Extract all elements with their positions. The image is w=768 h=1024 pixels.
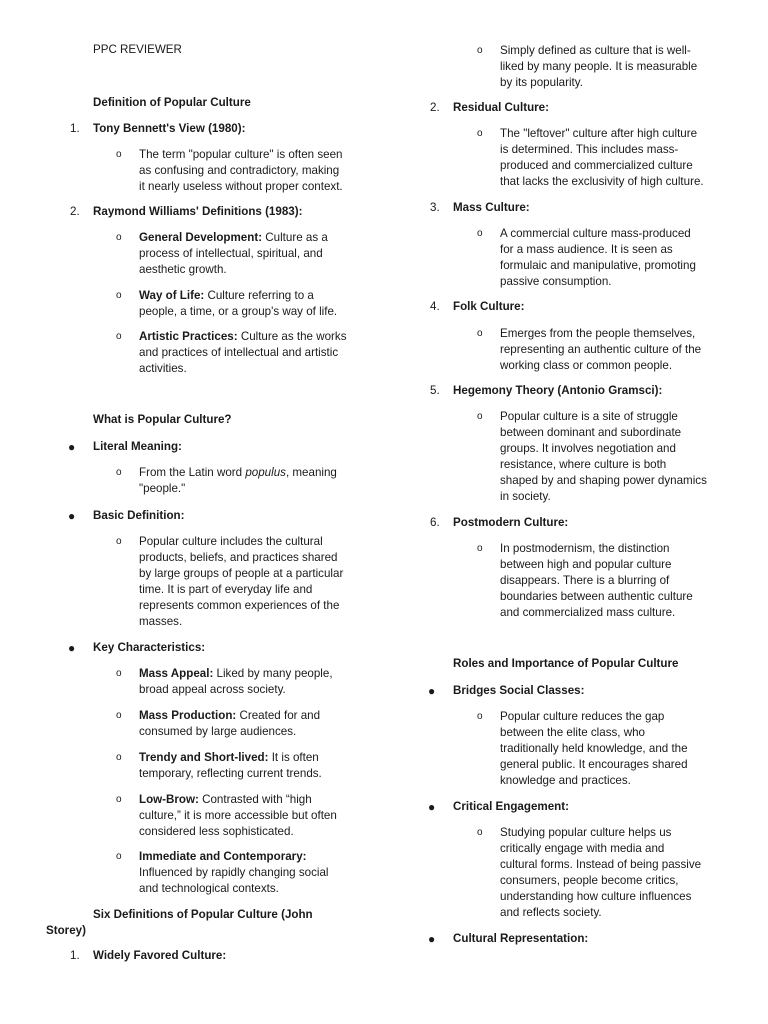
bullet-icon: ● (68, 641, 76, 655)
list-item-title: Widely Favored Culture: (93, 949, 227, 962)
bullet-icon: ● (68, 509, 76, 523)
bullet-title: Bridges Social Classes: (453, 684, 585, 697)
circle-bullet-icon: o (477, 328, 483, 339)
bullet-icon: ● (428, 932, 436, 946)
list-item-title: Hegemony Theory (Antonio Gramsci): (453, 384, 663, 397)
section-heading-roles: Roles and Importance of Popular Culture (453, 657, 679, 670)
list-item-title: Mass Culture: (453, 201, 530, 214)
list-item-text: Way of Life: Culture referring to a people, a time, or a group's way of life. (139, 289, 338, 318)
list-item-title: Postmodern Culture: (453, 516, 569, 529)
section-heading-what: What is Popular Culture? (93, 413, 232, 426)
circle-bullet-icon: o (116, 851, 122, 862)
list-number: 4. (430, 300, 440, 313)
circle-bullet-icon: o (477, 827, 483, 838)
circle-bullet-icon: o (477, 543, 483, 554)
list-number: 3. (430, 201, 440, 214)
circle-bullet-icon: o (477, 228, 483, 239)
list-item-text: In postmodernism, the distinction between high and popular culture disappears. There is a blurring of boundaries between authentic culture and commercialized mass culture. (500, 542, 693, 619)
list-item-text: The term "popular culture" is often seen as confusing and contradictory, making it nearly useless without proper context. (139, 148, 343, 193)
circle-bullet-icon: o (477, 45, 483, 56)
circle-bullet-icon: o (116, 668, 122, 679)
circle-bullet-icon: o (477, 128, 483, 139)
circle-bullet-icon: o (116, 752, 122, 763)
circle-bullet-icon: o (116, 149, 122, 160)
bullet-title: Literal Meaning: (93, 440, 182, 453)
list-item-text: Popular culture includes the cultural products, beliefs, and practices shared by large groups of people at a particular time. It is part of everyday life and represents common experiences of the masses. (139, 535, 344, 628)
circle-bullet-icon: o (116, 536, 122, 547)
bullet-icon: ● (428, 684, 436, 698)
list-number: 1. (70, 949, 80, 962)
bullet-icon: ● (428, 800, 436, 814)
list-item-text: The "leftover" culture after high culture is determined. This includes mass- produced and commercialized culture that lacks the exclusivity of high culture. (500, 127, 704, 188)
list-item-text: Trendy and Short-lived: It is often temporary, reflecting current trends. (139, 751, 322, 780)
list-item-text: Popular culture is a site of struggle between dominant and subordinate groups. It involves negotiation and resistance, where culture is both shaped by and shaping power dynamics in society. (500, 410, 707, 503)
circle-bullet-icon: o (116, 290, 122, 301)
list-item-text: Low-Brow: Contrasted with “high culture,” it is more accessible but often considered less sophisticated. (139, 793, 337, 838)
list-item-text: Studying popular culture helps us critically engage with media and cultural forms. Instead of being passive consumers, people become critics, understanding how culture influences and reflects society. (500, 826, 702, 919)
list-number: 2. (70, 205, 80, 218)
list-number: 2. (430, 101, 440, 114)
circle-bullet-icon: o (116, 467, 122, 478)
list-item-text: Popular culture reduces the gap between the elite class, who traditionally held knowledge, and the general public. It encourages shared knowledge and practices. (500, 710, 688, 787)
section-heading-six-definitions: Six Definitions of Popular Culture (John (93, 908, 313, 921)
list-number: 6. (430, 516, 440, 529)
list-number: 1. (70, 122, 80, 135)
list-item-title: Tony Bennett's View (1980): (93, 122, 246, 135)
bullet-title: Basic Definition: (93, 509, 185, 522)
bullet-title: Cultural Representation: (453, 932, 589, 945)
list-item-text: From the Latin word populus, meaning "people." (139, 466, 337, 495)
circle-bullet-icon: o (477, 711, 483, 722)
list-item-text: Immediate and Contemporary: Influenced by rapidly changing social and technological contexts. (139, 850, 329, 895)
list-item-title: Folk Culture: (453, 300, 525, 313)
list-item-text: General Development: Culture as a process of intellectual, spiritual, and aesthetic growth. (139, 231, 328, 276)
list-item-text: Mass Production: Created for and consumed by large audiences. (139, 709, 321, 738)
circle-bullet-icon: o (116, 710, 122, 721)
list-item-text: Simply defined as culture that is well- liked by many people. It is measurable by its popularity. (500, 44, 698, 89)
bullet-icon: ● (68, 440, 76, 454)
list-number: 5. (430, 384, 440, 397)
list-item-text: Mass Appeal: Liked by many people, broad appeal across society. (139, 667, 333, 696)
circle-bullet-icon: o (477, 411, 483, 422)
circle-bullet-icon: o (116, 794, 122, 805)
circle-bullet-icon: o (116, 232, 122, 243)
list-item-title: Raymond Williams' Definitions (1983): (93, 205, 303, 218)
list-item-title: Residual Culture: (453, 101, 549, 114)
bullet-title: Critical Engagement: (453, 800, 569, 813)
list-item-text: Emerges from the people themselves, representing an authentic culture of the working class or common people. (500, 327, 702, 372)
page-title: PPC REVIEWER (93, 43, 182, 56)
circle-bullet-icon: o (116, 331, 122, 342)
section-heading-definition: Definition of Popular Culture (93, 96, 251, 109)
bullet-title: Key Characteristics: (93, 641, 206, 654)
list-item-text: A commercial culture mass-produced for a mass audience. It is seen as formulaic and manipulative, promoting passive consumption. (500, 227, 696, 288)
section-heading-six-definitions-cont: Storey) (46, 924, 86, 937)
list-item-text: Artistic Practices: Culture as the works and practices of intellectual and artistic activities. (139, 330, 347, 375)
